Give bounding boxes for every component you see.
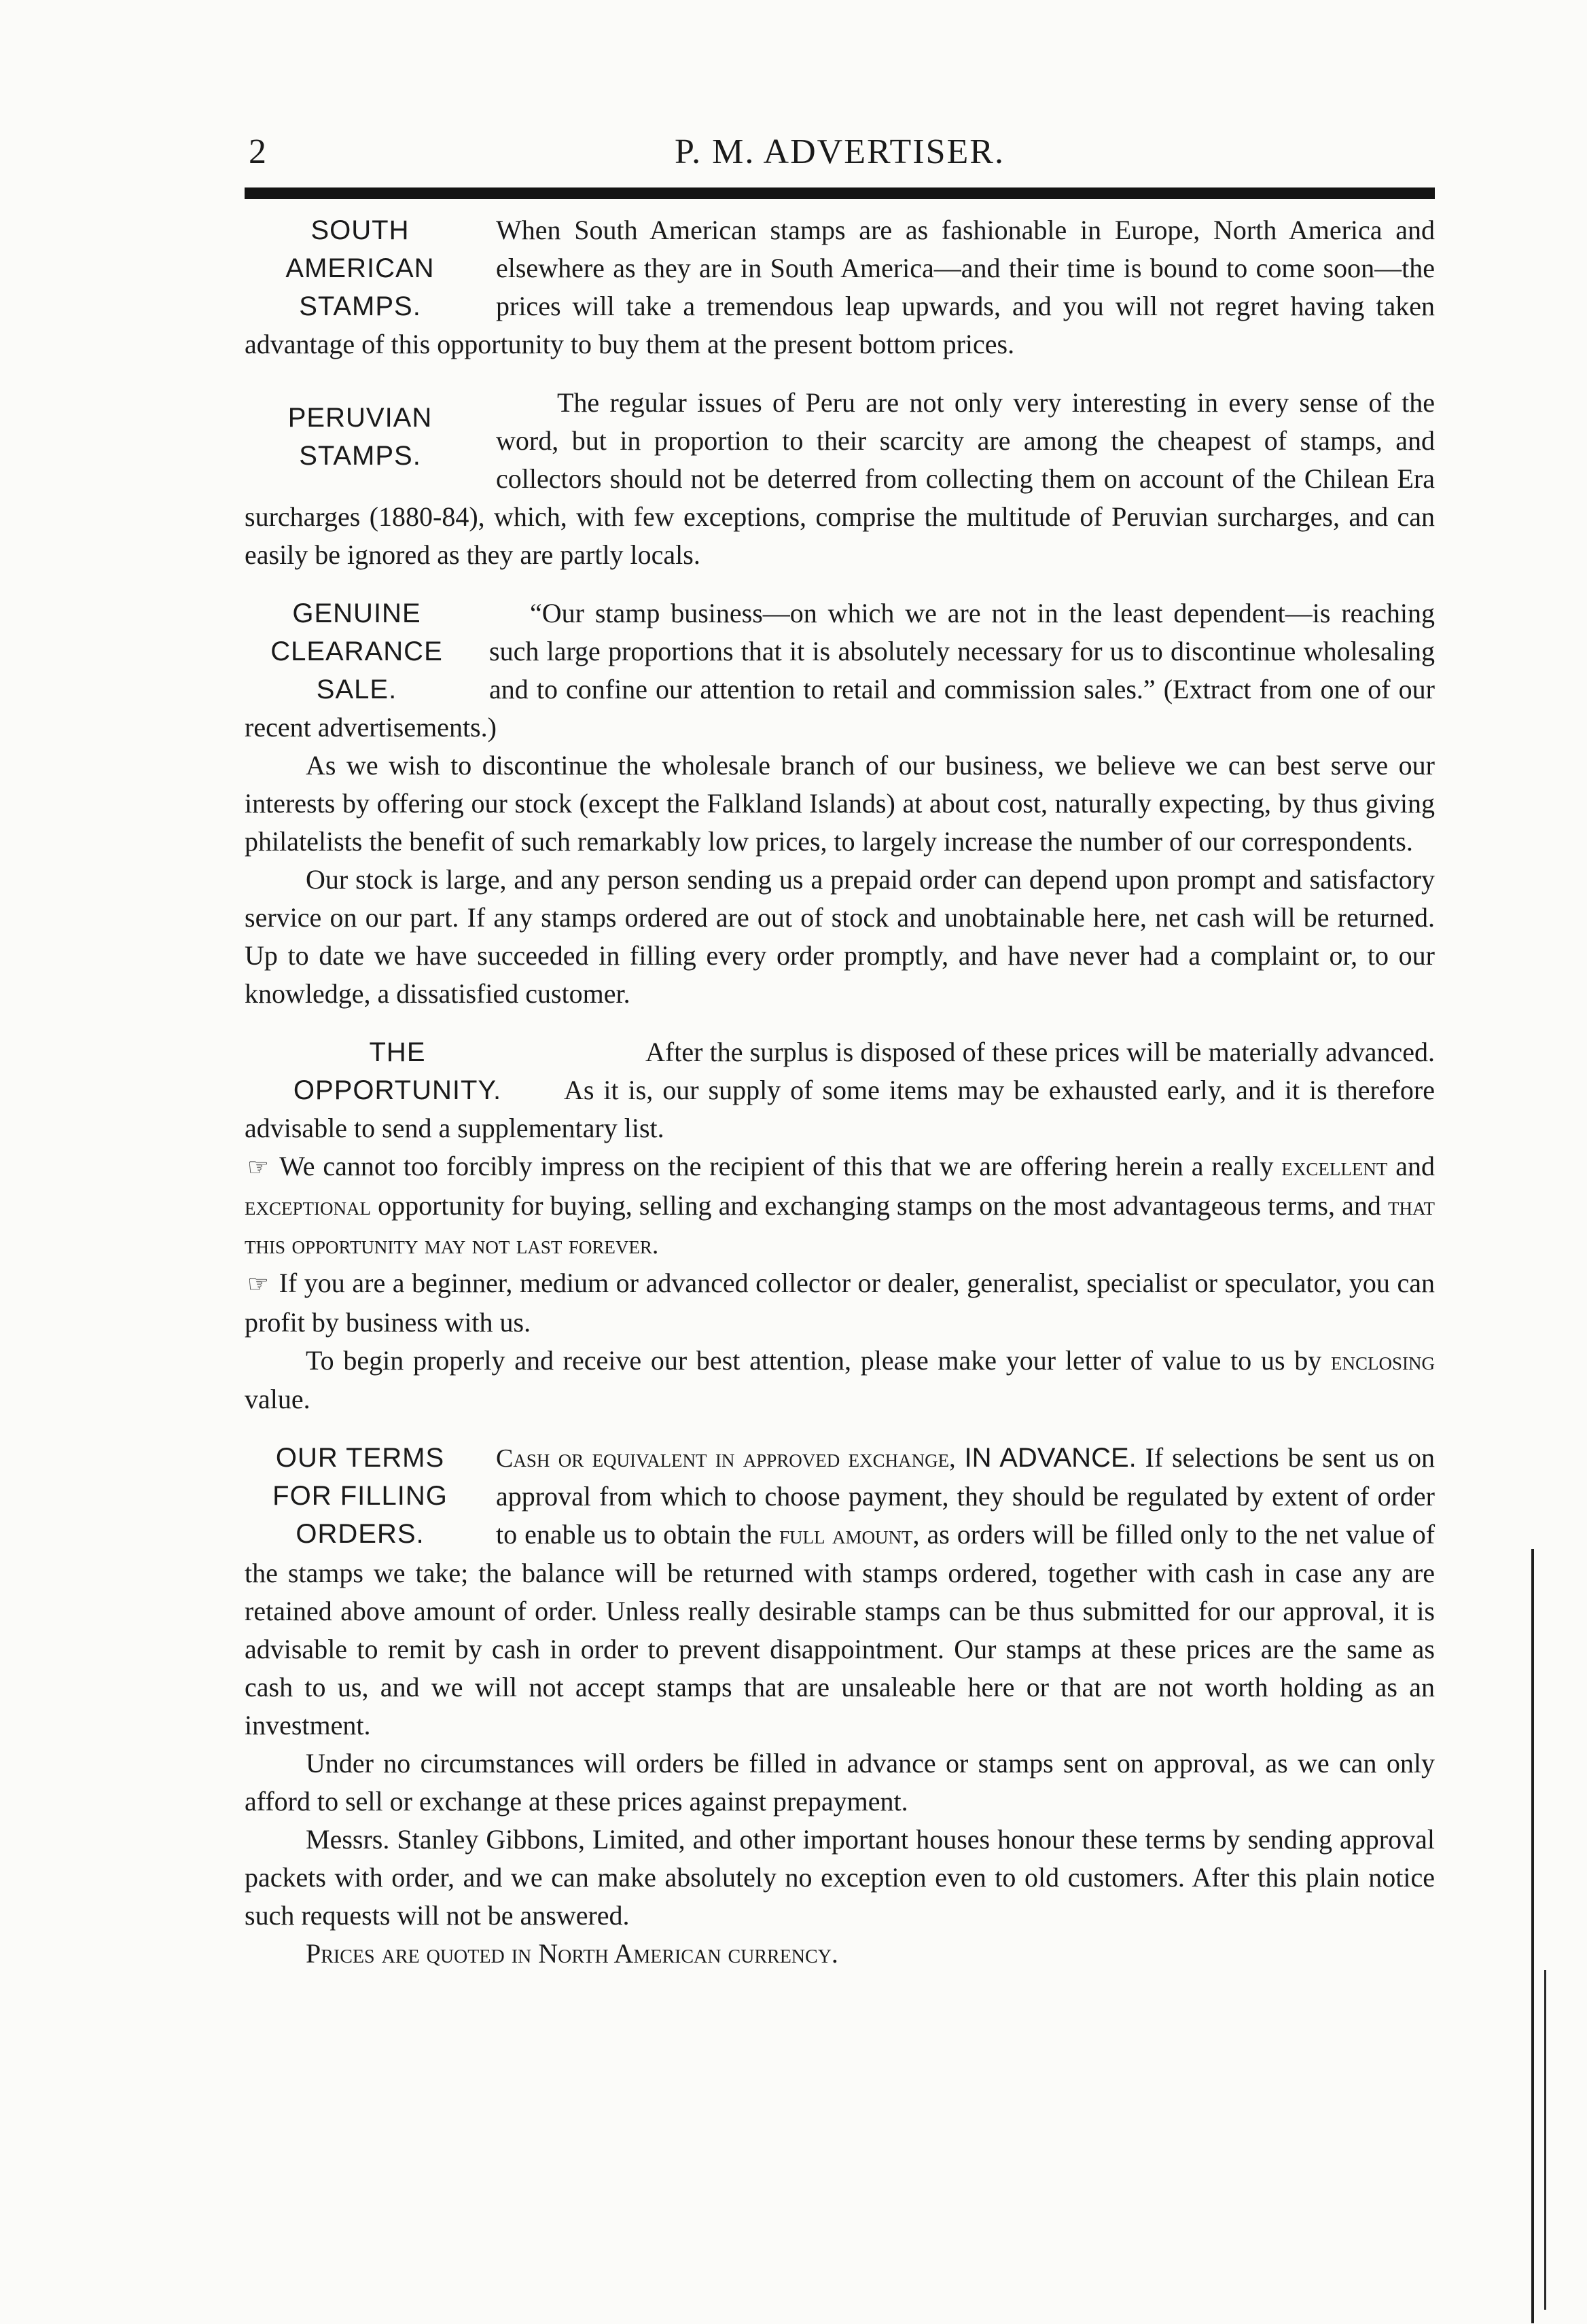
section-heading: THE OPPORTUNITY. <box>293 1037 502 1105</box>
pointing-hand-icon: ☞ <box>247 1154 270 1181</box>
running-title: P. M. ADVERTISER. <box>675 132 1005 171</box>
paragraph: ☞ We cannot too forcibly impress on the recipient of this that we are offering herein a really excellent and exceptional opportunity for buying, selling and exchanging stamps on the most advantageous terms, and that this opportunity may not last forever. <box>245 1147 1435 1264</box>
page-number: 2 <box>249 132 268 171</box>
section-body: After the surplus is disposed of these prices will be materially advanced. As it is, our supply of some items may be exhausted early, and it is therefore advisable to send a supplementary list. <box>245 1037 1435 1143</box>
paragraph: To begin properly and receive our best attention, please make your letter of value to us by enclosing value. <box>245 1345 1436 1414</box>
section-heading: PERUVIAN STAMPS. <box>287 403 433 471</box>
section-our-terms <box>245 1439 1435 1973</box>
section-heading: SOUTH AMERICAN STAMPS. <box>285 215 435 321</box>
paragraph: Under no circumstances will orders be filled in advance or stamps sent on approval, as we can only afford to sell or exchange at these prices against prepayment. <box>245 1748 1435 1817</box>
prices-note: Prices are quoted in North American currency. <box>306 1938 838 1969</box>
paragraph: As we wish to discontinue the wholesale branch of our business, we believe we can best serve our interests by offering our stock (except the Falkland Islands) at about cost, naturally expecting, by thus giving philatelists the benefit of such remarkably low prices, to largely increase the number of our correspondents. <box>245 750 1435 857</box>
paragraph: ☞ If you are a beginner, medium or advanced collector or dealer, generalist, specialist or speculator, you can profit by business with us. <box>245 1264 1435 1342</box>
section-peruvian-stamps <box>245 384 1435 574</box>
scan-edge-mark <box>1531 1549 1534 2323</box>
section-body: Cash or equivalent in approved exchange, IN ADVANCE. If selections be sent us on approval from which to choose payment, they should be regulated by extent of order to enable us to obtain the full amount, as orders will be filled only to the net value of the stamps we take; the balance will be returned with stamps ordered, together with cash in case any are retained above amount of order. Unless really desirable stamps can be thus submitted for our approval, it is advisable to remit by cash in order to prevent disappointment. Our stamps at these prices are the same as cash to us, and we will not accept stamps that are unsaleable here or that are not worth holding as an investment. <box>245 1442 1436 1740</box>
section-heading: GENUINE CLEARANCE SALE. <box>270 598 443 704</box>
section-body: When South American stamps are as fashionable in Europe, North America and elsewhere as they are in South America—and their time is bound to come soon—the prices will take a tremendous leap upwards, and you will not regret having taken advantage of this opportunity to buy them at the present bottom prices. <box>245 215 1435 359</box>
section-body: The regular issues of Peru are not only very interesting in every sense of the word, but in proportion to their scarcity are among the cheapest of stamps, and collectors should not be deterred from collecting them on account of the Chilean Era surcharges (1880-84), which, with few exceptions, comprise the multitude of Peruvian surcharges, and can easily be ignored as they are partly locals. <box>245 387 1435 570</box>
paragraph: Messrs. Stanley Gibbons, Limited, and other important houses honour these terms by sending approval packets with order, and we can make absolutely no exception even to old customers. After this plain notice such requests will not be answered. <box>245 1824 1435 1931</box>
pointing-hand-icon: ☞ <box>247 1270 270 1298</box>
section-south-american-stamps <box>245 211 1435 363</box>
section-heading: OUR TERMS FOR FILLING ORDERS. <box>272 1443 448 1549</box>
section-clearance-sale <box>245 594 1435 1013</box>
scan-edge-mark <box>1544 1970 1546 2310</box>
text-column <box>245 129 1435 1993</box>
section-body: “Our stamp business—on which we are not in the least dependent—is reaching such large proportions that it is absolutely necessary for us to discontinue wholesaling and to confine our attention to retail and commission sales.” (Extract from one of our recent advertisements.) <box>245 598 1435 743</box>
header-rule <box>245 187 1435 199</box>
paragraph: Our stock is large, and any person sending us a prepaid order can depend upon prompt and satisfactory service on our part. If any stamps ordered are out of stock and unobtainable here, net cash will be returned. Up to date we have succeeded in filling every order promptly, and have never had a complaint or, to our knowledge, a dissatisfied customer. <box>245 864 1435 1009</box>
page-header <box>245 129 1435 185</box>
section-the-opportunity <box>245 1033 1435 1418</box>
